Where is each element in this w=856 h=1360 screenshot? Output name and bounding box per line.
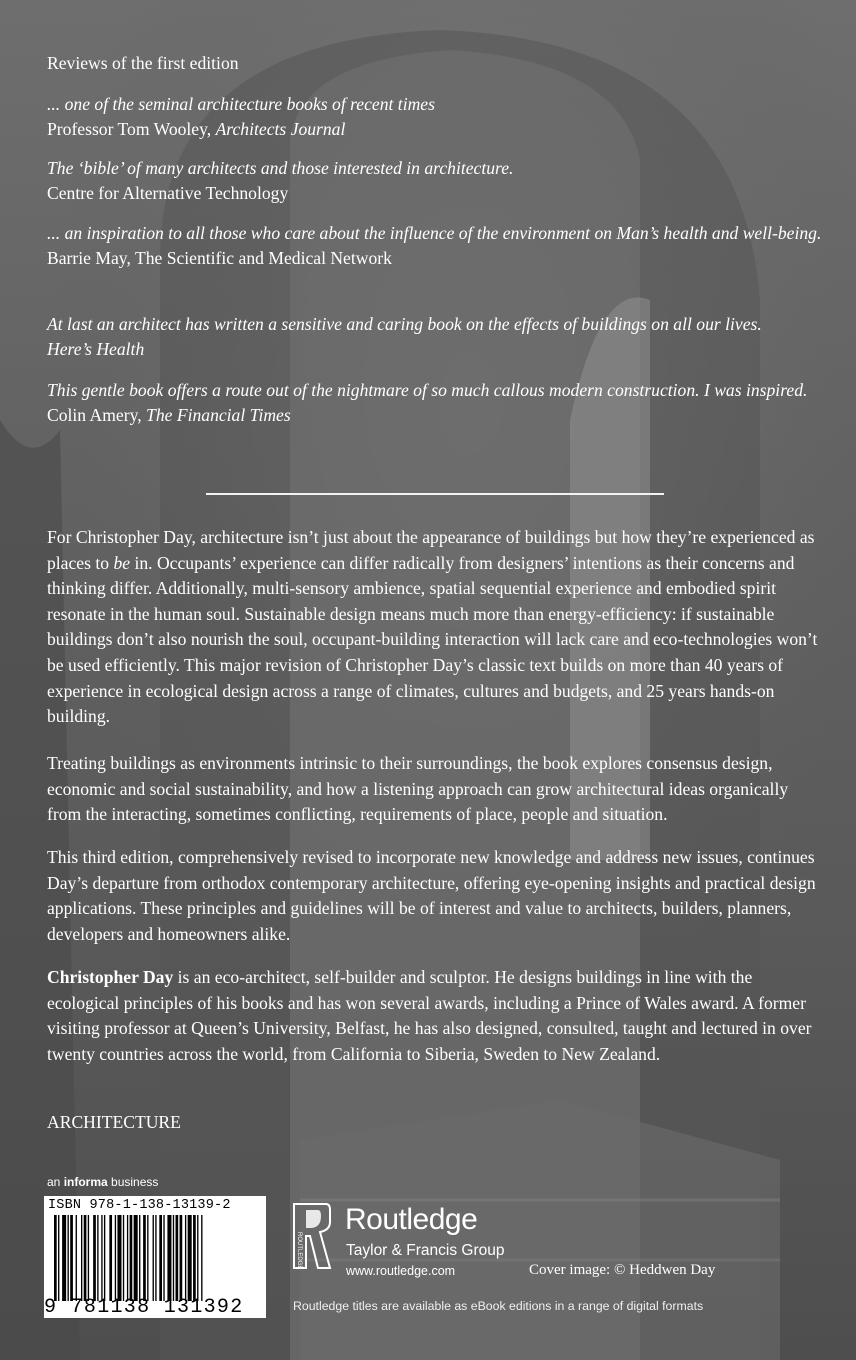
barcode-bar <box>68 1215 69 1301</box>
review-source: Here’s Health <box>47 339 145 360</box>
cover-image-credit: Cover image: © Heddwen Day <box>529 1262 716 1278</box>
review-quote <box>47 92 822 143</box>
review-quote <box>47 156 822 207</box>
blurb-text: For Christopher Day, architecture isn’t just about the appearance of buildings but how they’re experienced as places to <box>47 527 815 573</box>
barcode-bar <box>197 1215 198 1301</box>
author-name: Christopher Day <box>47 967 174 987</box>
barcode-bar <box>54 1215 57 1301</box>
informa-prefix: an <box>47 1175 64 1189</box>
blurb-emphasis: be <box>113 552 131 573</box>
divider-rule <box>206 493 664 495</box>
blurb-paragraph-1 <box>47 525 822 730</box>
barcode-bar <box>76 1215 77 1301</box>
barcode-bar <box>81 1215 82 1301</box>
review-text: ... an inspiration to all those who care about the influence of the environment on Man’s health and well-being. <box>47 223 822 243</box>
review-text: At last an architect has written a sensitive and caring book on the effects of buildings on all our lives. <box>47 314 762 334</box>
barcode-bar <box>173 1215 174 1301</box>
barcode-bar <box>127 1215 128 1301</box>
review-text: ... one of the seminal architecture books of recent times <box>47 94 435 114</box>
barcode-bar <box>180 1215 183 1301</box>
blurb-paragraph-2: Treating buildings as environments intrinsic to their surroundings, the book explores consensus design, economic and social sustainability, and how a listening approach can grow architectural ideas organically from the interacting, sometimes conflicting, requirements of place, people and situation. <box>47 753 789 825</box>
review-source-publication: Architects Journal <box>215 119 346 140</box>
informa-brand: informa <box>63 1175 108 1189</box>
review-source-name: Professor Tom Wooley, <box>47 119 216 140</box>
barcode-bar <box>104 1215 105 1301</box>
barcode-bar <box>134 1215 138 1301</box>
publisher-name: Routledge <box>345 1203 478 1236</box>
barcode-bar <box>101 1215 102 1301</box>
isbn-text: ISBN 978-1-138-13139-2 <box>48 1198 231 1213</box>
barcode-bar <box>153 1215 154 1301</box>
ebook-availability-note: Routledge titles are available as eBook editions in a range of digital formats <box>293 1299 704 1313</box>
barcode-bar <box>130 1215 133 1301</box>
blurb-paragraph-3: This third edition, comprehensively revised to incorporate new knowledge and address new issues, continues Day’s departure from orthodox contemporary architecture, offering eye-opening insights and practical design applications. These principles and guidelines will be of interest and value to architects, builders, planners, developers and homeowners alike. <box>47 847 816 944</box>
publisher-group: Taylor & Francis Group <box>346 1242 505 1259</box>
review-source: Centre for Alternative Technology <box>47 183 289 204</box>
subject-category: ARCHITECTURE <box>47 1112 181 1132</box>
barcode-number: 9 781138 131392 <box>44 1296 244 1319</box>
barcode-bar <box>167 1215 171 1301</box>
barcode-bar <box>163 1215 164 1301</box>
reviews-heading: Reviews of the first edition <box>47 53 239 73</box>
barcode-bar <box>185 1215 186 1301</box>
barcode-bar <box>70 1215 73 1301</box>
barcode-bar <box>176 1215 179 1301</box>
review-quote <box>47 221 822 272</box>
barcode-bar <box>147 1215 148 1301</box>
barcode-bar <box>109 1215 112 1301</box>
barcode-bar <box>159 1215 162 1301</box>
barcode-bar <box>155 1215 156 1301</box>
barcode-bar <box>117 1215 121 1301</box>
informa-suffix: business <box>107 1175 159 1189</box>
author-bio-text: is an eco-architect, self-builder and sculptor. He designs buildings in line with the ecological principles of his books and has won several awards, including a Prince of Wales award. A former visiting professor at Queen’s University, Belfast, he has also designed, consulted, taught and lectured in over twenty countries across the world, from California to Siberia, Sweden to New Zealand. <box>47 967 812 1064</box>
barcode-bar <box>193 1215 196 1301</box>
barcode-bar <box>62 1215 66 1301</box>
barcode-bar <box>123 1215 124 1301</box>
barcode-bar <box>97 1215 98 1301</box>
review-quote <box>47 378 822 429</box>
barcode-bar <box>58 1215 59 1301</box>
barcode-bar <box>139 1215 140 1301</box>
blurb-text: in. Occupants’ experience can differ radically from designers’ intentions as their concerns and thinking differ. Additionally, multi-sensory ambience, spatial sequential experience and embodied spirit resonate in the human soul. Sustainable design means much more than energy-efficiency: if sustainable buildings don’t also nourish the soul, occupant-building interaction will lack care and eco-technologies won’t be used efficiently. This major revision of Christopher Day’s classic text builds on more than 40 years of experience in ecological design across a range of climates, cultures and budgets, and 25 years hands-on building. <box>47 552 818 727</box>
review-source-name: Colin Amery, <box>47 405 147 426</box>
publisher-url: www.routledge.com <box>346 1264 456 1278</box>
barcode-bar <box>84 1215 87 1301</box>
barcode-bar <box>201 1215 202 1301</box>
routledge-logo-icon <box>288 1200 332 1272</box>
review-text: This gentle book offers a route out of the nightmare of so much callous modern construction. I was inspired. <box>47 380 808 400</box>
review-quote <box>47 312 822 363</box>
barcode-bars <box>54 1215 260 1301</box>
review-source <box>47 117 822 142</box>
barcode-bar <box>188 1215 192 1301</box>
isbn-barcode <box>44 1196 266 1318</box>
barcode-bar <box>115 1215 116 1301</box>
routledge-logo-text: ROUTLEDGE <box>296 1232 302 1270</box>
informa-business-tag <box>47 1175 158 1189</box>
barcode-bar <box>143 1215 146 1301</box>
barcode-bar <box>93 1215 96 1301</box>
author-bio <box>47 965 822 1067</box>
barcode-bar <box>88 1215 89 1301</box>
review-source <box>47 403 822 428</box>
review-source-publication: The Financial Times <box>146 405 291 426</box>
review-text: The ‘bible’ of many architects and those interested in architecture. <box>47 158 514 178</box>
review-source: Barrie May, The Scientific and Medical Network <box>47 248 392 269</box>
